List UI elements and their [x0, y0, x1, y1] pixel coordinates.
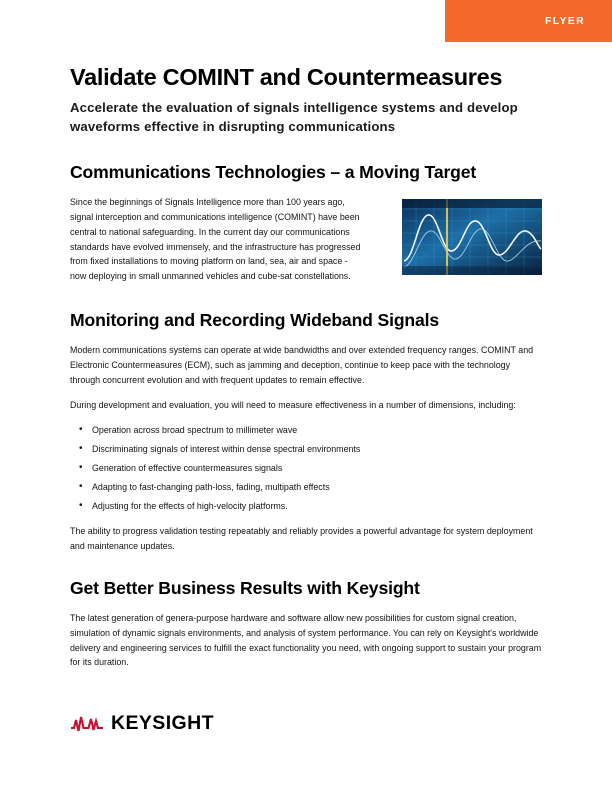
- section-2-paragraph-1: Modern communications systems can operate at wide bandwidths and over extended frequency ranges. COMINT and Electronic Countermeasures (ECM), such as jamming and deception, continue to keep pace with the technology through concurrent evolution and with frequent updates to remain effective.: [70, 344, 534, 385]
- keysight-waveform-logo-icon: [70, 714, 104, 734]
- section-business-results: [70, 578, 542, 670]
- brand-footer: [70, 714, 214, 734]
- section-communications-technologies: [70, 162, 542, 284]
- oscilloscope-waveform-photo: [402, 199, 542, 275]
- page-header-band: [0, 0, 612, 42]
- section-2-paragraph-2: During development and evaluation, you will need to measure effectiveness in a number of dimensions, including:: [70, 400, 516, 411]
- section-monitoring-recording: [70, 310, 542, 554]
- page-subtitle: Accelerate the evaluation of signals intelligence systems and develop waveforms effective in disrupting communications: [70, 100, 518, 134]
- document-type-label: FLYER: [545, 15, 585, 27]
- section-2-closing-paragraph: The ability to progress validation testing repeatably and reliably provides a powerful advantage for system deployment and maintenance updates.: [70, 526, 533, 552]
- list-item: • Operation across broad spectrum to millimeter wave: [92, 424, 542, 436]
- page-title: Validate COMINT and Countermeasures: [70, 64, 503, 90]
- list-item: • Generation of effective countermeasures signals: [92, 462, 542, 474]
- list-item: • Adapting to fast-changing path-loss, fading, multipath effects: [92, 481, 542, 493]
- page-body: [0, 42, 612, 792]
- section-3-heading: Get Better Business Results with Keysight: [70, 578, 420, 598]
- list-item: • Discriminating signals of interest within dense spectral environments: [92, 443, 542, 455]
- section-2-heading: Monitoring and Recording Wideband Signals: [70, 309, 440, 330]
- section-1-body: [70, 195, 542, 284]
- brand-name: KEYSIGHT: [111, 712, 214, 735]
- header-white-area: [0, 0, 445, 42]
- section-3-paragraph-1: The latest generation of genera-purpose hardware and software allow new possibilities for custom signal creation, simulation of dynamic signals environments, and analysis of system performance. You can rely on Keysight's worldwide delivery and engineering services to fulfill the exact functionality you need, with ongoing support to sustain your program for its duration.: [70, 613, 542, 668]
- header-accent-area: [445, 0, 612, 42]
- section-2-bullet-list: [70, 424, 542, 512]
- section-1-heading: Communications Technologies – a Moving Target: [70, 162, 477, 183]
- content-column: [70, 64, 542, 681]
- list-item: • Adjusting for the effects of high-velocity platforms.: [92, 500, 542, 512]
- section-1-paragraph: Since the beginnings of Signals Intelligence more than 100 years ago, signal interception and communications intelligence (COMINT) have been central to national safeguarding. In the current day our communications standards have evolved immensely, and the infrastructure has progressed from fixed installations to moving platform on land, sea, air and space - now deploying in small unmanned vehicles and cube-sat constellations.: [70, 197, 361, 282]
